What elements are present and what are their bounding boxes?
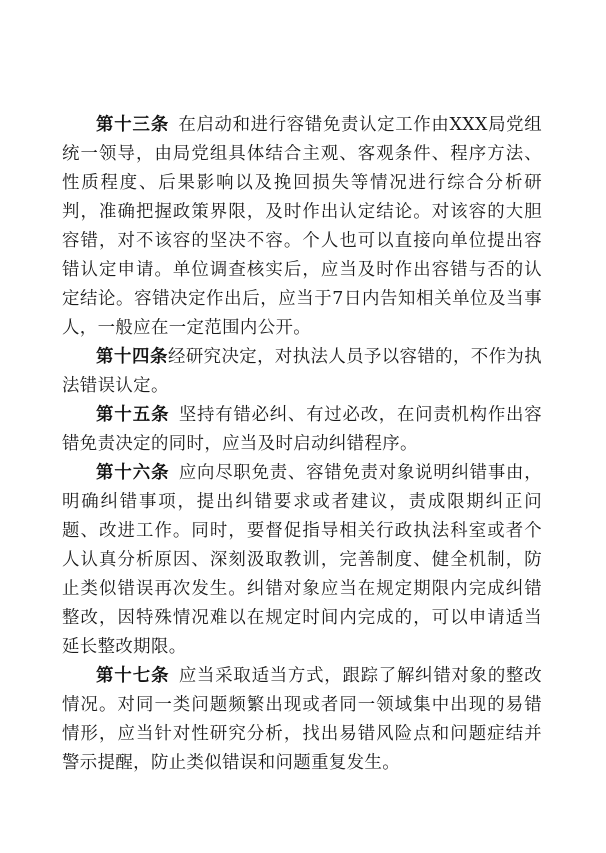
article-16-heading: 第十六条	[96, 463, 170, 483]
article-14-text: 经研究决定，对执法人员予以容错的，不作为执法错误认定。	[62, 347, 543, 396]
article-13	[62, 111, 542, 343]
article-17	[62, 662, 542, 778]
article-15	[62, 401, 542, 459]
article-17-text: 应当采取适当方式，跟踪了解纠错对象的整改情况。对同一类问题频繁出现或者同一领域集中出现的易错情形，应当针对性研究分析，找出易错风险点和问题症结并警示提醒，防止类似错误和问题重复发生。	[62, 666, 542, 773]
article-15-text: 坚持有错必纠、有过必改，在问责机构作出容错免责决定的同时，应当及时启动纠错程序。	[62, 405, 542, 454]
document-body	[62, 111, 542, 778]
article-17-heading: 第十七条	[96, 666, 170, 686]
article-14	[62, 343, 542, 401]
article-15-heading: 第十五条	[96, 405, 170, 425]
article-13-text: 在启动和进行容错免责认定工作由XXX局党组统一领导，由局党组具体结合主观、客观条件、程序方法、性质程度、后果影响以及挽回损失等情况进行综合分析研判，准确把握政策界限，及时作出认定结论。对该容的大胆容错，对不该容的坚决不容。个人也可以直接向单位提出容错认定申请。单位调查核实后，应当及时作出容错与否的认定结论。容错决定作出后，应当于7日内告知相关单位及当事人，一般应在一定范围内公开。	[62, 115, 542, 338]
article-14-heading: 第十四条	[96, 347, 169, 367]
article-16-text: 应向尽职免责、容错免责对象说明纠错事由，明确纠错事项，提出纠错要求或者建议，责成限期纠正问题、改进工作。同时，要督促指导相关行政执法科室或者个人认真分析原因、深刻汲取教训，完善制度、健全机制，防止类似错误再次发生。纠错对象应当在规定期限内完成纠错整改，因特殊情况难以在规定时间内完成的，可以申请适当延长整改期限。	[62, 463, 542, 657]
article-13-heading: 第十三条	[96, 115, 170, 135]
article-16	[62, 459, 542, 662]
